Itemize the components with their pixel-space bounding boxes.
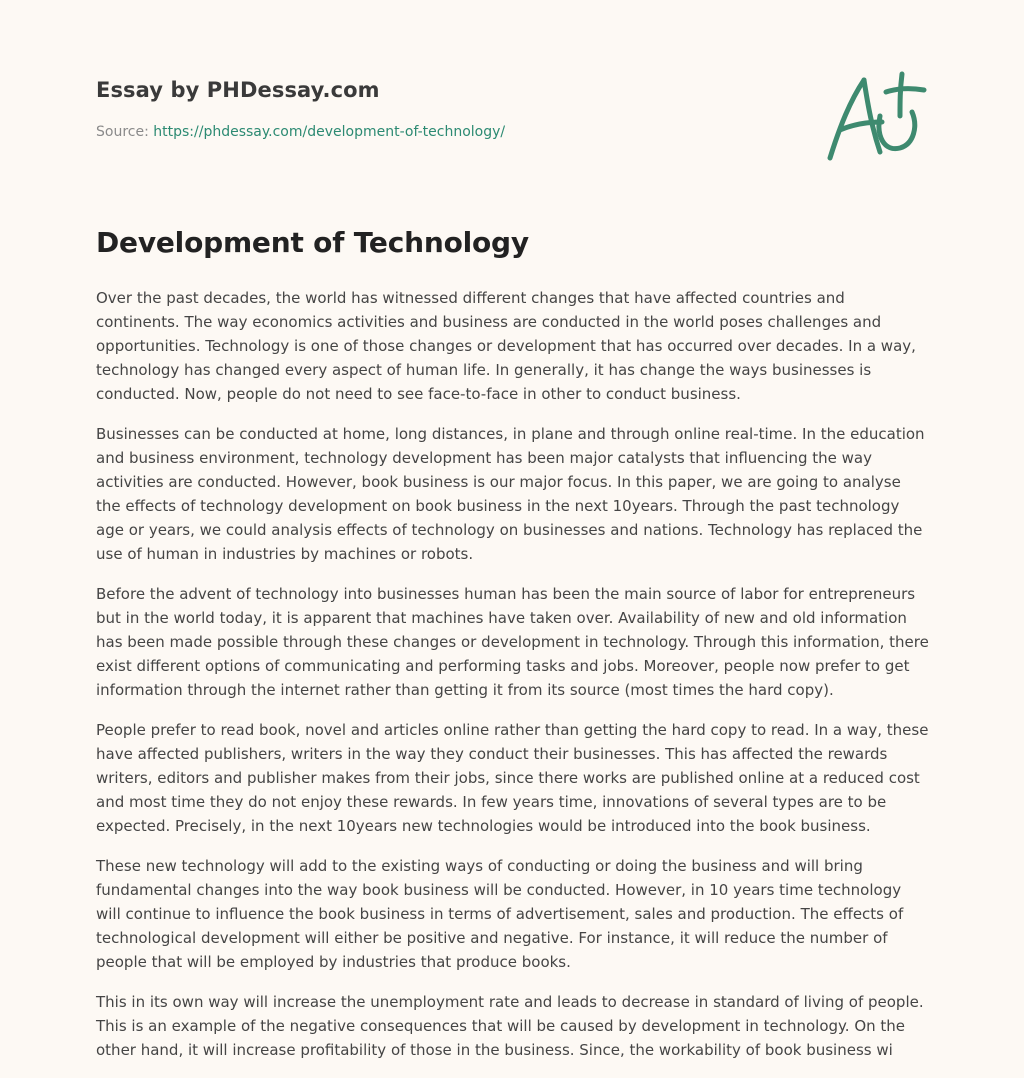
source-line (96, 124, 505, 140)
source-link[interactable]: https://phdessay.com/development-of-technology/ (153, 124, 506, 140)
article-paragraph: This in its own way will increase the unemployment rate and leads to decrease in standard of living of people. This is an example of the negative consequences that will be caused by development in technology. On the other hand, it will increase profitability of those in the business. Since, the workability of book business wi (96, 993, 924, 1059)
article-paragraph: These new technology will add to the existing ways of conducting or doing the business and will bring fundamental changes into the way book business will be conducted. However, in 10 years time technology will continue to influence the book business in terms of advertisement, sales and production. The effects of technological development will either be positive and negative. For instance, it will reduce the number of people that will be employed by industries that produce books. (96, 857, 904, 971)
source-label: Source: (96, 124, 154, 140)
site-brand: Essay by PHDessay.com (96, 78, 380, 102)
article-paragraph: Over the past decades, the world has witnessed different changes that have affected countries and continents. The way economics activities and business are conducted in the world poses challenges and opportunities. Technology is one of those changes or development that has occurred over decades. In a way, technology has changed every aspect of human life. In generally, it has change the ways businesses is conducted. Now, people do not need to see face-to-face in other to conduct business. (96, 289, 916, 403)
a-plus-logo-icon (820, 66, 930, 166)
article-paragraph: Before the advent of technology into businesses human has been the main source of labor for entrepreneurs but in the world today, it is apparent that machines have taken over. Availability of new and old information has been made possible through these changes or development in technology. Through this information, there exist different options of communicating and performing tasks and jobs. Moreover, people now prefer to get information through the internet rather than getting it from its source (most times the hard copy). (96, 585, 929, 699)
article-paragraph: Businesses can be conducted at home, long distances, in plane and through online real-time. In the education and business environment, technology development has been major catalysts that influencing the way activities are conducted. However, book business is our major focus. In this paper, we are going to analyse the effects of technology development on book business in the next 10years. Through the past technology age or years, we could analysis effects of technology on businesses and nations. Technology has replaced the use of human in industries by machines or robots. (96, 425, 925, 563)
article-paragraph: People prefer to read book, novel and articles online rather than getting the hard copy to read. In a way, these have affected publishers, writers in the way they conduct their businesses. This has affected the rewards writers, editors and publisher makes from their jobs, since there works are published online at a reduced cost and most time they do not enjoy these rewards. In few years time, innovations of several types are to be expected. Precisely, in the next 10years new technologies would be introduced into the book business. (96, 721, 929, 835)
article-body (96, 286, 930, 1078)
article-title: Development of Technology (96, 226, 529, 259)
